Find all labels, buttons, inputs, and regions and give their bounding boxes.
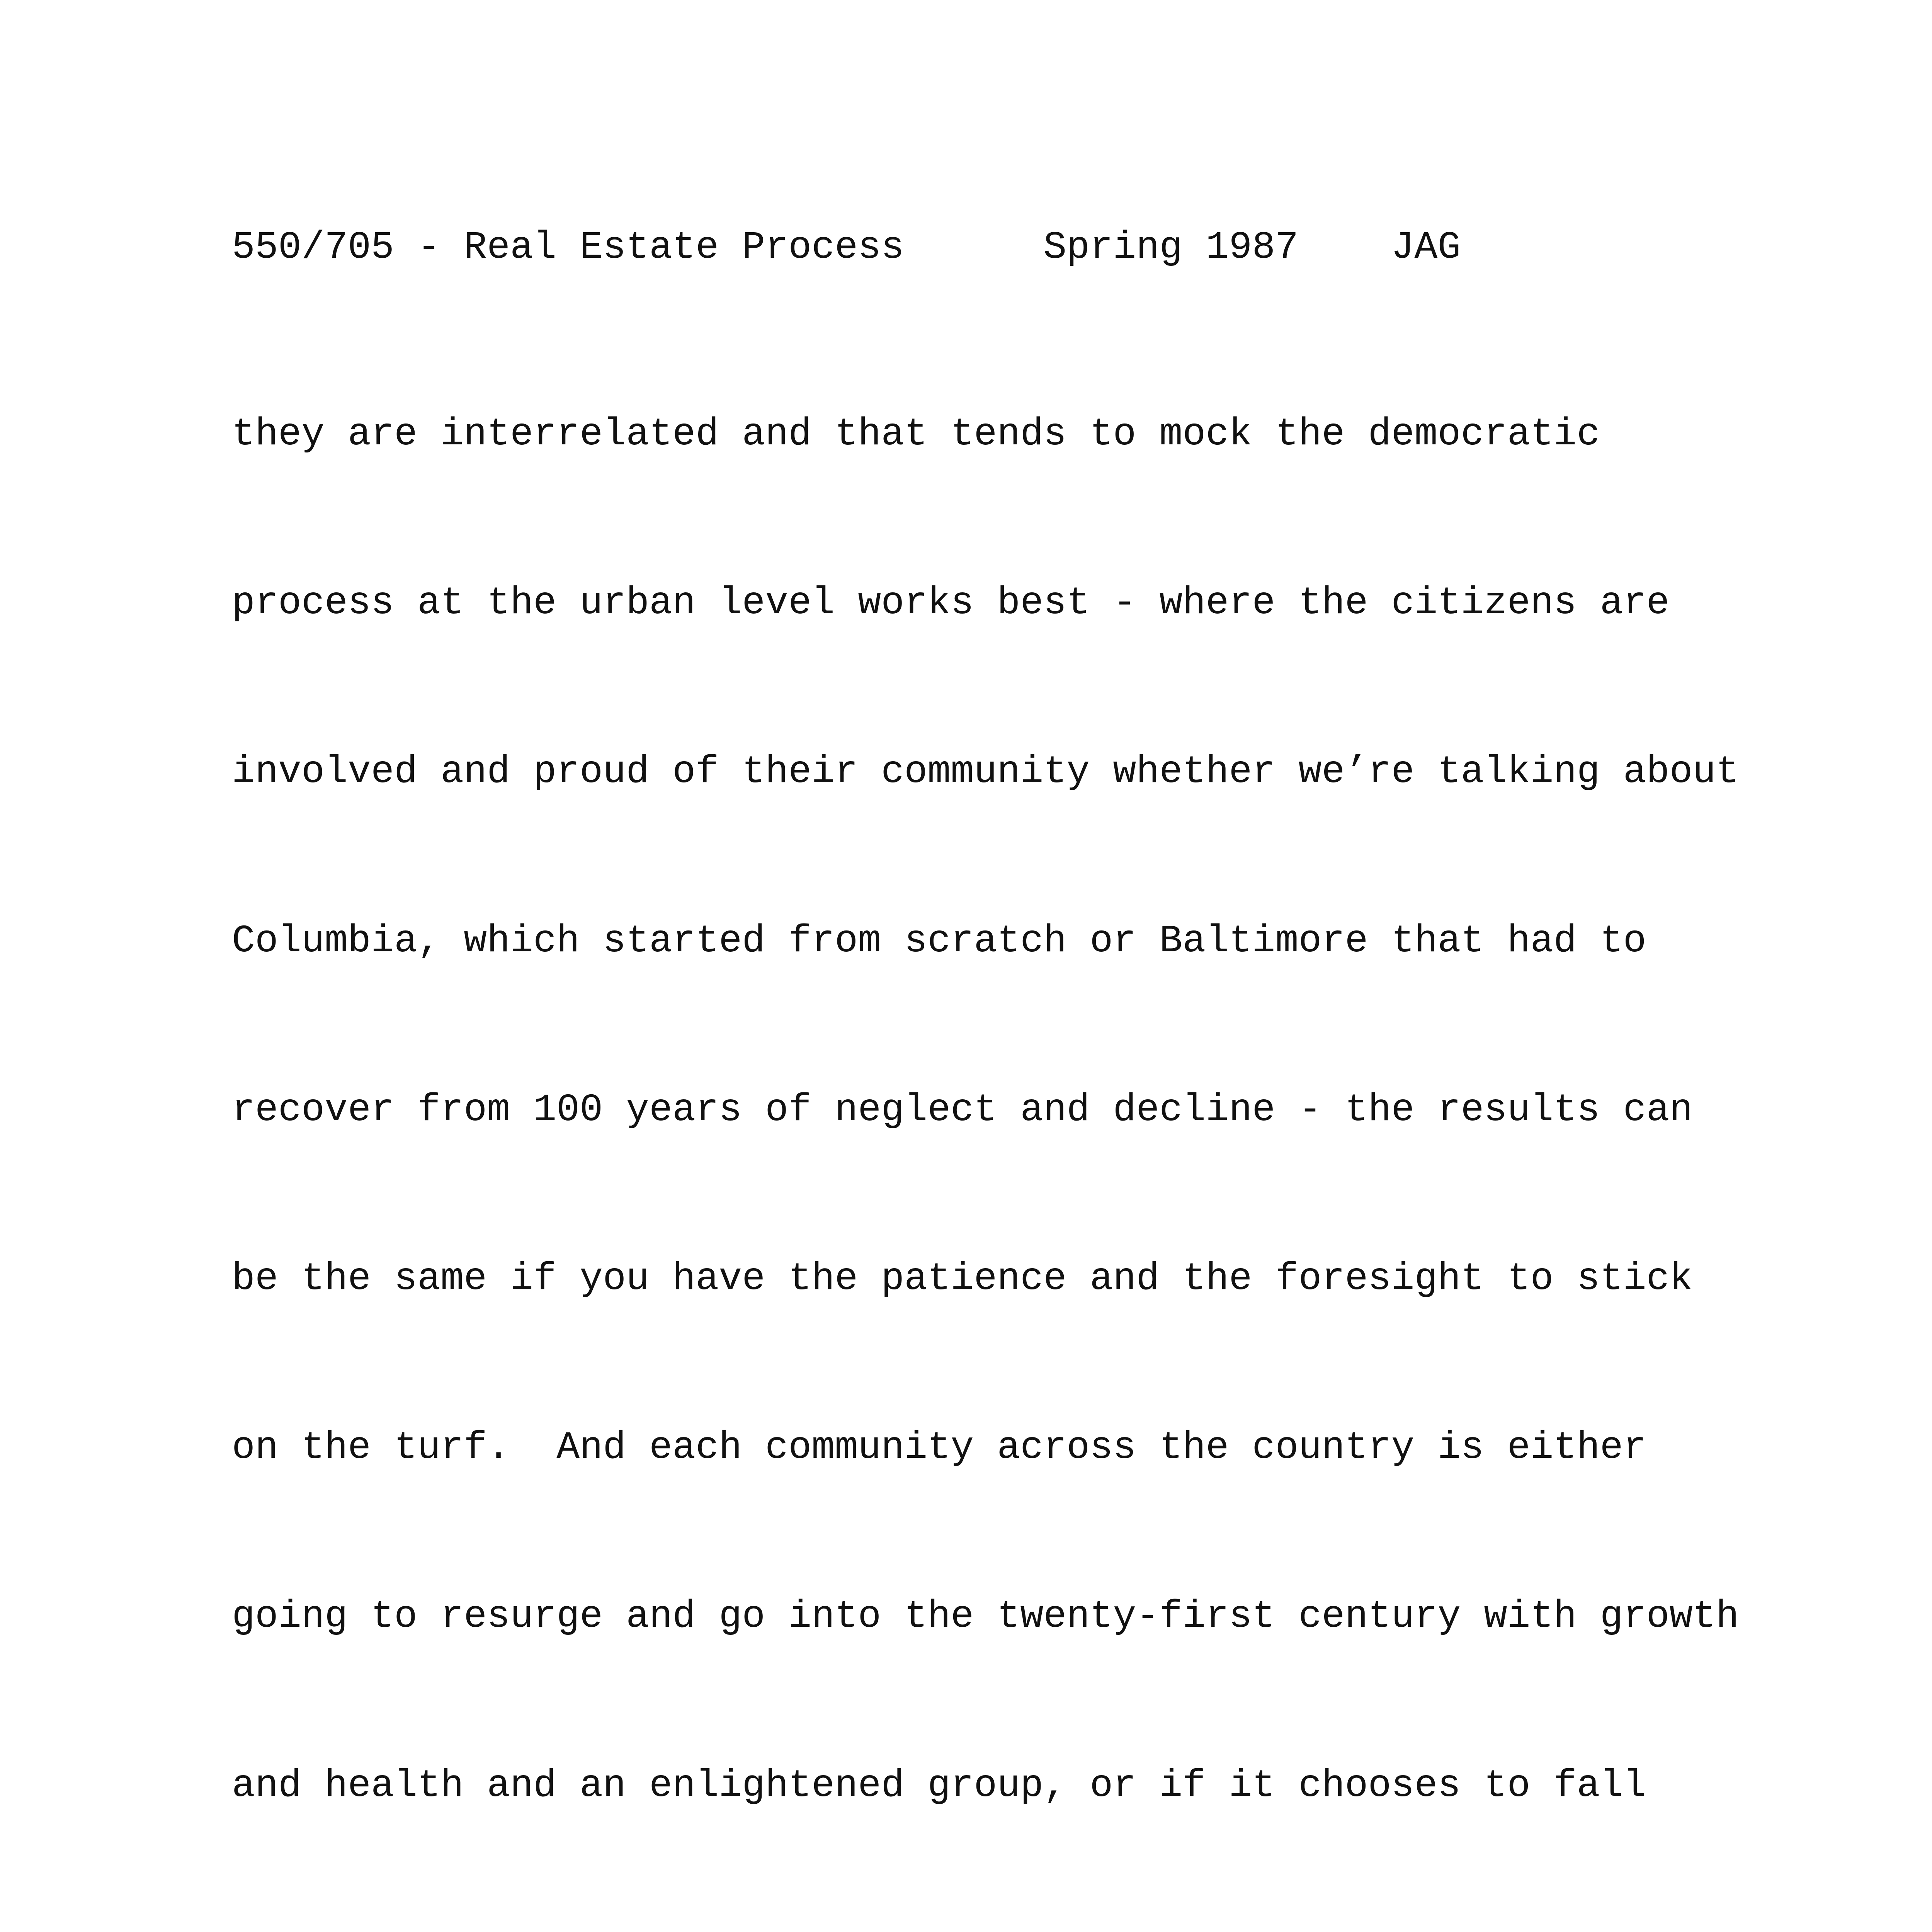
header-term: Spring 1987 <box>1043 226 1299 270</box>
text-line: Columbia, which started from scratch or Baltimore that had to <box>232 919 1646 963</box>
text-line: going to resurge and go into the twenty-first century with growth <box>232 1595 1739 1639</box>
text-line: involved and proud of their community whether we’re talking about <box>232 750 1739 794</box>
text-line: on the turf. And each community across the country is either <box>232 1426 1646 1470</box>
running-header <box>232 226 1461 272</box>
header-course-title: 550/705 - Real Estate Process <box>232 226 905 270</box>
transcript-body <box>232 306 1739 1932</box>
text-line: be the same if you have the patience and the foresight to stick <box>232 1257 1693 1301</box>
text-line: recover from 100 years of neglect and decline - the results can <box>232 1088 1693 1132</box>
text-line: and health and an enlightened group, or if it chooses to fall <box>232 1764 1646 1808</box>
text-line: they are interrelated and that tends to mock the democratic <box>232 413 1600 456</box>
text-line: process at the urban level works best - where the citizens are <box>232 582 1670 626</box>
text-line <box>232 1914 1739 1932</box>
header-initials: JAG <box>1391 226 1461 270</box>
